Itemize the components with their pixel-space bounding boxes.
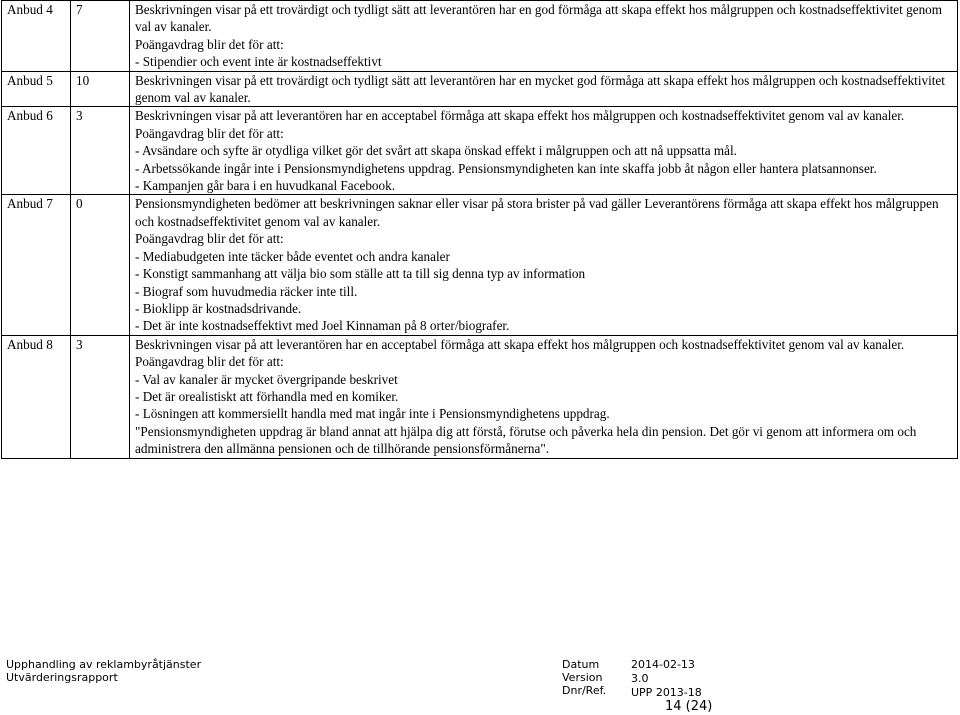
footer-date-value: 2014-02-13 [631,658,695,671]
description-line: - Kampanjen går bara i en huvudkanal Facebook. [135,178,395,194]
description-line: Poängavdrag blir det för att: [135,231,284,247]
description-line: Poängavdrag blir det för att: [135,36,284,52]
description-cell [130,107,958,195]
description-cell [130,1,958,72]
footer-ref-label: Dnr/Ref. [562,684,607,697]
description-line: Beskrivningen visar på ett trovärdigt och tydligt sätt att leverantören har en god förmåga att skapa effekt hos målgruppen och kostnadseffektivitet genom val av kanaler. [135,2,943,35]
description-line: - Stipendier och event inte är kostnadseffektivt [135,54,382,70]
score-cell: 3 [71,335,130,458]
description-line: Beskrivningen visar på att leverantören har en acceptabel förmåga att skapa effekt hos målgruppen och kostnadseffektivitet genom val av kanaler. [135,336,905,352]
description-line: - Bioklipp är kostnadsdrivande. [135,300,302,316]
description-line: - Val av kanaler är mycket övergripande beskrivet [135,371,398,387]
score-cell: 10 [71,71,130,107]
footer-page-number: 14 (24) [665,699,713,714]
footer-date-label: Datum [562,658,600,671]
description-line: - Biograf som huvudmedia räcker inte till. [135,283,358,299]
table-row [2,195,958,335]
description-line: - Lösningen att kommersiellt handla med mat ingår inte i Pensionsmyndighetens uppdrag. [135,406,610,422]
table-row [2,335,958,458]
score-cell: 7 [71,1,130,72]
score-cell: 3 [71,107,130,195]
description-line: Poängavdrag blir det för att: [135,354,284,370]
footer-ref-value: UPP 2013-18 [631,686,702,699]
bid-name-cell: Anbud 8 [2,335,71,458]
table-row [2,71,958,107]
description-line: - Konstigt sammanhang att välja bio som ställe att ta till sig denna typ av information [135,266,586,282]
table-row [2,107,958,195]
description-line: Beskrivningen visar på att leverantören har en acceptabel förmåga att skapa effekt hos målgruppen och kostnadseffektivitet genom val av kanaler. [135,108,905,124]
description-line: - Avsändare och syfte är otydliga vilket gör det svårt att skapa önskad effekt i målgruppen och att nå uppsatta mål. [135,143,737,159]
footer-document-subtitle: Utvärderingsrapport [6,671,118,684]
footer-version-label: Version [562,671,603,684]
footer-document-title: Upphandling av reklambyråtjänster [6,658,202,671]
description-line: "Pensionsmyndigheten uppdrag är bland annat att hjälpa dig att förstå, förutse och påverka hela din pension. Det gör vi genom att informera om och administrera den allmänna pensionen och de tillhörande pensionsförmånerna". [135,423,917,457]
bid-name-cell: Anbud 4 [2,1,71,72]
description-cell [130,195,958,335]
description-line: Pensionsmyndigheten bedömer att beskrivningen saknar eller visar på stora brister på vad gäller Leverantörens förmåga att skapa effekt hos målgruppen och kostnadseffektivitet genom val av kanaler. [135,196,939,229]
description-cell [130,335,958,458]
description-line: Poängavdrag blir det för att: [135,125,284,141]
table-row [2,1,958,72]
description-line: - Mediabudgeten inte täcker både eventet och andra kanaler [135,248,450,264]
bid-name-cell: Anbud 5 [2,71,71,107]
score-cell: 0 [71,195,130,335]
description-cell [130,71,958,107]
evaluation-table-body [2,1,958,459]
description-line: - Det är orealistiskt att förhandla med en komiker. [135,388,399,404]
description-line: - Arbetssökande ingår inte i Pensionsmyndighetens uppdrag. Pensionsmyndigheten kan inte skaffa jobb åt någon eller hantera platsannonser. [135,160,877,176]
bid-name-cell: Anbud 6 [2,107,71,195]
description-line: Beskrivningen visar på ett trovärdigt och tydligt sätt att leverantören har en mycket god förmåga att skapa effekt hos målgruppen och kostnadseffektivitet genom val av kanaler. [135,72,945,106]
page-footer [0,655,960,715]
evaluation-table [1,0,958,459]
bid-name-cell: Anbud 7 [2,195,71,335]
description-line: - Det är inte kostnadseffektivt med Joel Kinnaman på 8 orter/biografer. [135,318,510,334]
footer-version-value: 3.0 [631,672,649,685]
